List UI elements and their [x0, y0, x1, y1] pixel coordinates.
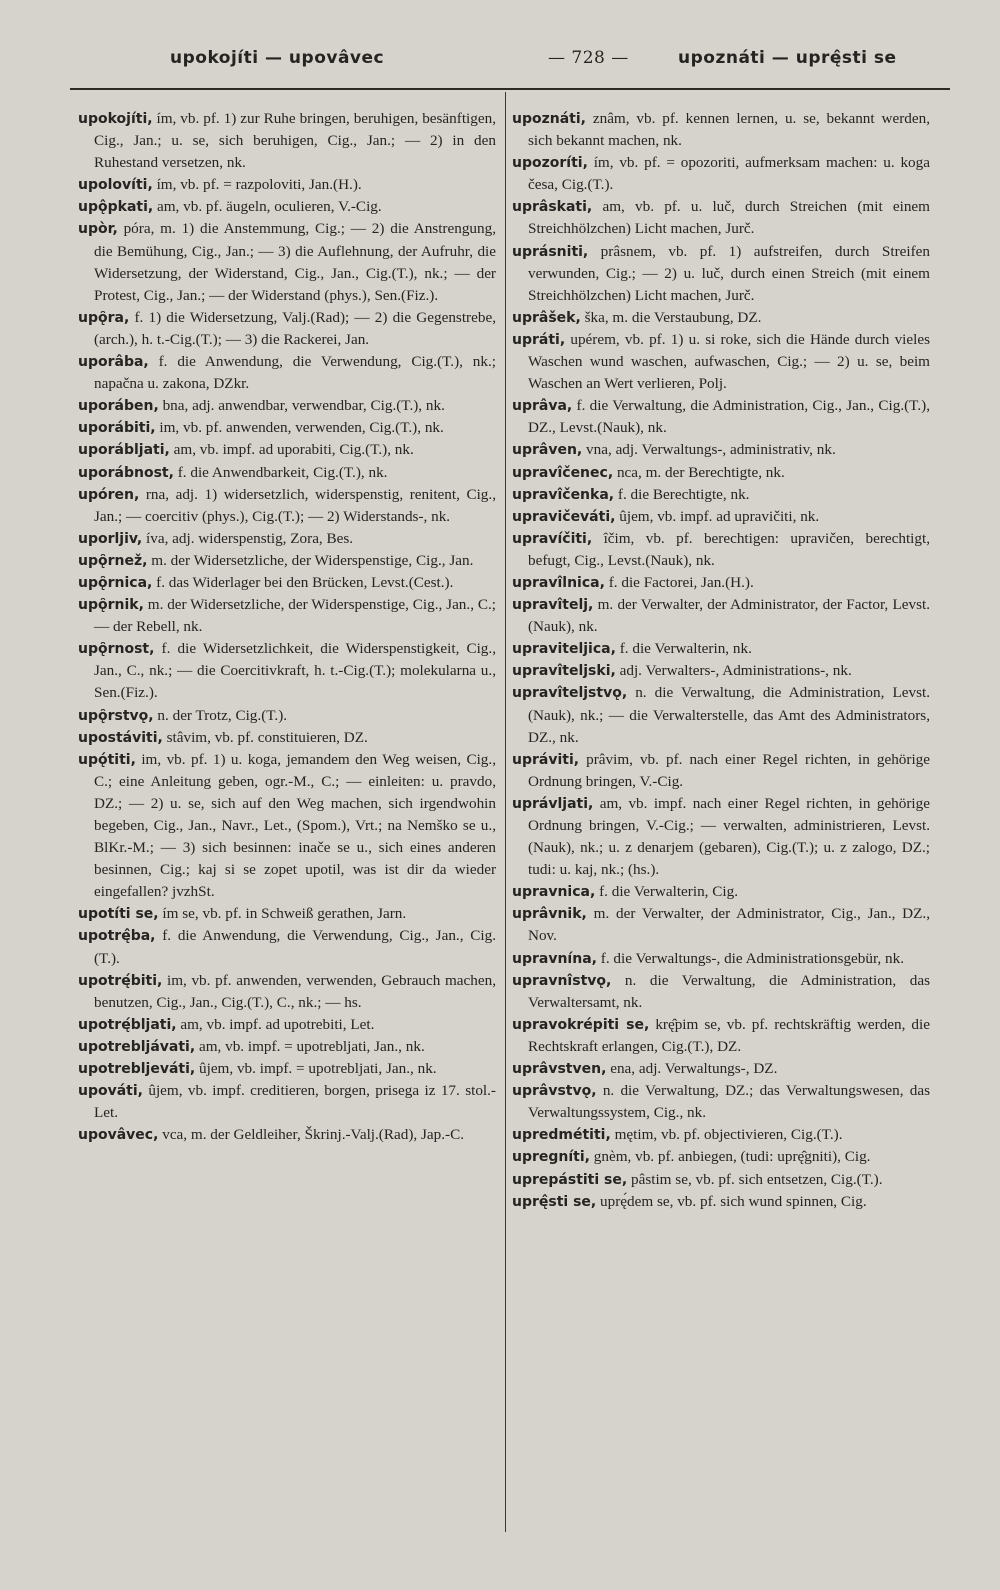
entry-headword: uprâvstven,	[512, 1061, 607, 1078]
dictionary-entry	[78, 417, 496, 439]
entry-headword: upóren,	[78, 486, 140, 503]
entry-headword: uprepástiti se,	[512, 1171, 628, 1188]
entry-headword: upǫ̑rstvǫ,	[78, 707, 154, 724]
dictionary-entry	[512, 948, 930, 970]
entry-definition: ška, m. die Verstaubung, DZ.	[580, 308, 762, 326]
dictionary-entry	[78, 1014, 496, 1036]
entry-definition: ena, adj. Verwaltungs-, DZ.	[606, 1060, 778, 1078]
entry-headword: upotrę̂ba,	[78, 928, 156, 945]
entry-definition: am, vb. impf. ad upotrebiti, Let.	[176, 1015, 375, 1033]
entry-headword: uprâvstvǫ,	[512, 1083, 597, 1100]
entry-headword: upravîčenec,	[512, 464, 614, 481]
entry-headword: upòr,	[78, 221, 118, 238]
entry-definition: gnèm, vb. pf. anbiegen, (tudi: uprę̂gniti), Cig.	[589, 1148, 871, 1166]
entry-definition: f. die Berechtigte, nk.	[614, 485, 750, 503]
dictionary-entry	[512, 1169, 930, 1191]
entry-definition: f. die Verwalterin, nk.	[615, 640, 752, 658]
entry-headword: upravičeváti,	[512, 508, 616, 525]
entry-definition: n. der Trotz, Cig.(T.).	[153, 706, 288, 724]
entry-definition: n. die Verwaltung, die Administration, das Verwaltersamt, nk.	[528, 971, 930, 1011]
left-column	[78, 108, 496, 1146]
entry-definition: ûjem, vb. impf. = upotrebljati, Jan., nk.	[195, 1060, 437, 1078]
entry-definition: f. die Anwendung, die Verwendung, Cig.(T.), nk.; napačna u. zakona, DZkr.	[94, 353, 496, 393]
entry-headword: upǫ̂pkati,	[78, 199, 154, 216]
entry-definition: krę̂pim se, vb. pf. rechtskräftig werden, die Rechtskraft erlangen, Cig.(T.), DZ.	[528, 1015, 930, 1055]
entry-headword: uporábljati,	[78, 442, 170, 459]
entry-definition: n. die Verwaltung, DZ.; das Verwaltungswesen, das Verwaltungssystem, Cig., nk.	[528, 1082, 930, 1122]
dictionary-entry	[512, 572, 930, 594]
dictionary-entry	[78, 727, 496, 749]
entry-headword: upravíčiti,	[512, 530, 593, 547]
dictionary-entry	[512, 638, 930, 660]
entry-headword: upotrebljeváti,	[78, 1061, 196, 1078]
entry-headword: uporábnost,	[78, 464, 174, 481]
dictionary-entry	[78, 550, 496, 572]
page-number: — 728 —	[548, 48, 629, 68]
dictionary-entry	[512, 241, 930, 307]
entry-headword: upolovíti,	[78, 177, 153, 194]
entry-definition: bna, adj. anwendbar, verwendbar, Cig.(T.), nk.	[158, 397, 445, 415]
entry-definition: am, vb. impf. nach einer Regel richten, in gehörige Ordnung bringen, V.-Cig.; — verwalten, administrieren, Levst.(Nauk), nk.; u. z denarjem (gebaren), Cig.(T.); u. z zalogo, DZ.; tudi: u. kaj, nk.; (hs.).	[528, 794, 930, 879]
entry-definition: am, vb. pf. u. luč, durch Streichen (mit einem Streichhölzchen) Licht machen, Jurč.	[528, 198, 930, 238]
dictionary-entry	[512, 329, 930, 395]
entry-headword: upravnîstvǫ,	[512, 972, 612, 989]
dictionary-entry	[512, 108, 930, 152]
entry-headword: upoznáti,	[512, 111, 586, 127]
entry-definition: f. das Widerlager bei den Brücken, Levst.(Cest.).	[152, 573, 454, 591]
entry-headword: upravokrépiti se,	[512, 1016, 650, 1033]
entry-definition: f. die Verwalterin, Cig.	[595, 883, 738, 901]
entry-definition: ûjem, vb. impf. creditieren, borgen, prisega iz 17. stol.-Let.	[94, 1082, 496, 1122]
entry-definition: im, vb. pf. anwenden, verwenden, Cig.(T.), nk.	[155, 419, 444, 437]
entry-headword: uprâskati,	[512, 199, 593, 216]
header-left-guide: upokojíti — upovâvec	[170, 48, 385, 68]
right-column	[512, 108, 930, 1213]
entry-definition: f. die Verwaltungs-, die Administrationsgebür, nk.	[596, 949, 905, 967]
dictionary-entry	[78, 174, 496, 196]
entry-definition: rna, adj. 1) widersetzlich, widerspenstig, renitent, Cig., Jan.; — coercitiv (phys.), Cig.(T.); — 2) Widerstands-, nk.	[94, 485, 496, 525]
dictionary-entry	[78, 307, 496, 351]
entry-definition: mętim, vb. pf. objectivieren, Cig.(T.).	[610, 1126, 843, 1144]
dictionary-entry	[78, 218, 496, 306]
entry-definition: m. der Verwalter, der Administrator, Cig., Jan., DZ., Nov.	[528, 905, 930, 945]
entry-headword: upostáviti,	[78, 729, 163, 746]
dictionary-entry	[512, 484, 930, 506]
dictionary-entry	[78, 462, 496, 484]
entry-definition: prâsnem, vb. pf. 1) aufstreifen, durch Streifen verwunden, Cig.; — 2) u. luč, durch einen Streich (mit einem Streichhölzchen) Licht machen, Jurč.	[528, 242, 930, 304]
dictionary-entry	[512, 903, 930, 947]
entry-headword: upǫ́titi,	[78, 751, 136, 768]
dictionary-entry	[512, 1124, 930, 1146]
column-divider	[505, 92, 506, 1532]
page-header	[70, 48, 950, 78]
entry-headword: uprę̂sti se,	[512, 1193, 597, 1210]
entry-definition: ím, vb. pf. = opozoriti, aufmerksam machen: u. koga česa, Cig.(T.).	[528, 154, 930, 194]
entry-headword: upotrę́bljati,	[78, 1016, 177, 1033]
entry-headword: upravîteljstvǫ,	[512, 685, 628, 702]
entry-headword: uporábiti,	[78, 420, 156, 437]
dictionary-entry	[78, 108, 496, 174]
entry-definition: im, vb. pf. anwenden, verwenden, Gebrauch machen, benutzen, Cig., Jan., Cig.(T.), C., nk.; — hs.	[94, 971, 496, 1011]
entry-headword: upráti,	[512, 331, 566, 348]
dictionary-entry	[512, 1146, 930, 1168]
dictionary-entry	[512, 506, 930, 528]
dictionary-entry	[78, 196, 496, 218]
dictionary-entry	[78, 1080, 496, 1124]
entry-headword: uporâba,	[78, 354, 149, 371]
entry-definition: îčim, vb. pf. berechtigen: upravičen, berechtigt, befugt, Cig., Levst.(Nauk), nk.	[528, 529, 930, 569]
entry-definition: íva, adj. widerspenstig, Zora, Bes.	[142, 529, 354, 547]
entry-definition: ím, vb. pf. 1) zur Ruhe bringen, beruhigen, besänftigen, Cig., Jan.; u. se, sich beruhigen, Cig., Jan.; — 2) in den Ruhestand versetzen, nk.	[94, 110, 496, 172]
dictionary-entry	[78, 1036, 496, 1058]
entry-headword: upredmétiti,	[512, 1127, 611, 1144]
entry-headword: upravnica,	[512, 884, 596, 901]
entry-headword: uporljiv,	[78, 530, 143, 547]
entry-headword: upravîteljski,	[512, 663, 616, 680]
dictionary-entry	[512, 660, 930, 682]
dictionary-entry	[512, 439, 930, 461]
dictionary-entry	[78, 351, 496, 395]
entry-definition: n. die Verwaltung, die Administration, Levst.(Nauk), nk.; — die Verwalterstelle, das Amt des Administrators, DZ., nk.	[528, 684, 930, 746]
entry-headword: upováti,	[78, 1083, 143, 1100]
dictionary-entry	[78, 484, 496, 528]
entry-definition: uprę́dem se, vb. pf. sich wund spinnen, Cig.	[596, 1192, 867, 1210]
dictionary-entry	[78, 970, 496, 1014]
entry-headword: upotrę́biti,	[78, 972, 163, 989]
entry-definition: f. die Factorei, Jan.(H.).	[604, 573, 754, 591]
entry-definition: am, vb. impf. = upotrebljati, Jan., nk.	[195, 1037, 425, 1055]
dictionary-entry	[78, 749, 496, 904]
entry-definition: f. die Anwendung, die Verwendung, Cig., Jan., Cig.(T.).	[94, 927, 496, 967]
dictionary-entry	[512, 307, 930, 329]
dictionary-entry	[512, 1058, 930, 1080]
dictionary-entry	[78, 594, 496, 638]
entry-definition: vca, m. der Geldleiher, Škrinj.-Valj.(Rad), Jap.-C.	[158, 1126, 465, 1144]
dictionary-entry	[512, 749, 930, 793]
header-rule	[70, 88, 950, 90]
dictionary-entry	[512, 881, 930, 903]
dictionary-entry	[512, 970, 930, 1014]
entry-definition: f. die Verwaltung, die Administration, Cig., Jan., Cig.(T.), DZ., Levst.(Nauk), nk.	[528, 397, 930, 437]
entry-definition: adj. Verwalters-, Administrations-, nk.	[615, 662, 852, 680]
entry-headword: upregníti,	[512, 1149, 590, 1166]
entry-definition: ím, vb. pf. = razpoloviti, Jan.(H.).	[152, 176, 362, 194]
entry-definition: f. 1) die Widersetzung, Valj.(Rad); — 2) die Gegenstrebe, (arch.), h. t.-Cig.(T.); — 3) die Rackerei, Jan.	[94, 308, 496, 348]
entry-headword: uprávljati,	[512, 795, 594, 812]
entry-headword: upǫ̑rnik,	[78, 597, 144, 614]
entry-headword: upokojíti,	[78, 111, 153, 127]
entry-headword: upotrebljávati,	[78, 1038, 196, 1055]
dictionary-entry	[512, 793, 930, 881]
dictionary-entry	[78, 439, 496, 461]
entry-headword: uprâvnik,	[512, 906, 587, 923]
dictionary-entry	[78, 903, 496, 925]
entry-headword: upǫ̑rnost,	[78, 641, 155, 658]
entry-definition: am, vb. impf. ad uporabiti, Cig.(T.), nk.	[169, 441, 414, 459]
dictionary-entry	[512, 528, 930, 572]
entry-definition: stâvim, vb. pf. constituieren, DZ.	[162, 728, 368, 746]
entry-headword: upozoríti,	[512, 155, 588, 172]
dictionary-entry	[512, 1080, 930, 1124]
entry-definition: am, vb. pf. äugeln, oculieren, V.-Cig.	[153, 198, 382, 216]
entry-headword: upotíti se,	[78, 906, 159, 923]
entry-definition: prâvim, vb. pf. nach einer Regel richten, in gehörige Ordnung bringen, V.-Cig.	[528, 750, 930, 790]
dictionary-entry	[78, 1058, 496, 1080]
entry-definition: m. der Verwalter, der Administrator, der Factor, Levst.(Nauk), nk.	[528, 596, 930, 636]
dictionary-entry	[512, 152, 930, 196]
entry-definition: pâstim se, vb. pf. sich entsetzen, Cig.(T.).	[627, 1170, 883, 1188]
dictionary-entry	[78, 1124, 496, 1146]
entry-definition: ím se, vb. pf. in Schweiß gerathen, Jarn.	[158, 905, 407, 923]
entry-headword: upravîčenka,	[512, 486, 615, 503]
entry-definition: m. der Widersetzliche, der Widerspenstige, Cig., Jan., C.; — der Rebell, nk.	[94, 596, 496, 636]
header-right-guide: upoznáti — uprę̂sti se	[678, 48, 897, 68]
entry-definition: m. der Widersetzliche, der Widerspenstige, Cig., Jan.	[147, 551, 474, 569]
dictionary-entry	[78, 528, 496, 550]
entry-definition: ûjem, vb. impf. ad upravičiti, nk.	[615, 507, 820, 525]
entry-headword: upráviti,	[512, 751, 580, 768]
entry-headword: upravîtelj,	[512, 597, 594, 614]
dictionary-entry	[512, 196, 930, 240]
entry-headword: uprâven,	[512, 442, 583, 459]
entry-headword: upovâvec,	[78, 1127, 159, 1144]
entry-headword: upravîlnica,	[512, 574, 605, 591]
dictionary-entry	[78, 925, 496, 969]
entry-definition: vna, adj. Verwaltungs-, administrativ, nk.	[582, 441, 836, 459]
dictionary-entry	[512, 462, 930, 484]
dictionary-entry	[512, 1191, 930, 1213]
entry-headword: uprásniti,	[512, 243, 589, 260]
entry-definition: im, vb. pf. 1) u. koga, jemandem den Weg weisen, Cig., C.; eine Anleitung geben, ogr.-M., C.; — einleiten: u. pravdo, DZ.; — 2) u. se, sich auf den Weg machen, sich irgendwohin begeben, Cig., Jan., Navr., Let., (Spom.), Vrt.; na Nemško se u., BlKr.-M.; — 3) sich besinnen: inače se u., sich eines anderen besinnen, Cig.; kaj si se zopet upotil, was ist dir da wieder eingefallen? jvzhSt.	[94, 750, 496, 901]
dictionary-entry	[512, 395, 930, 439]
dictionary-entry	[512, 1014, 930, 1058]
entry-headword: uporáben,	[78, 398, 159, 415]
dictionary-entry	[78, 395, 496, 417]
entry-definition: znâm, vb. pf. kennen lernen, u. se, bekannt werden, sich bekannt machen, nk.	[528, 110, 930, 150]
entry-headword: upǫ̑rnež,	[78, 552, 148, 569]
entry-headword: upraviteljica,	[512, 641, 616, 658]
dictionary-entry	[78, 572, 496, 594]
dictionary-entry	[78, 638, 496, 704]
entry-definition: f. die Widersetzlichkeit, die Widerspenstigkeit, Cig., Jan., C., nk.; — die Coercitivkraft, h. t.-Cig.(T.); molekularna u., Sen.(Fiz.).	[94, 640, 496, 702]
dictionary-entry	[512, 594, 930, 638]
dictionary-entry	[78, 705, 496, 727]
entry-definition: upérem, vb. pf. 1) u. si roke, sich die Hände durch vieles Waschen wund waschen, aufwaschen, Cig.; — 2) u. se, beim Waschen an Wert verlieren, Polj.	[528, 330, 930, 393]
entry-headword: uprâšek,	[512, 309, 581, 326]
entry-headword: uprâva,	[512, 398, 573, 415]
entry-headword: upravnína,	[512, 950, 597, 967]
entry-definition: póra, m. 1) die Anstemmung, Cig.; — 2) die Anstrengung, die Bemühung, Cig., Jan.; — 3) die Auflehnung, der Aufruhr, die Widersetzung, der Widerstand, Cig., Jan., Cig.(T.), nk.; — der Protest, Cig., Jan.; — der Widerstand (phys.), Sen.(Fiz.).	[94, 220, 496, 304]
entry-definition: f. die Anwendbarkeit, Cig.(T.), nk.	[173, 463, 388, 481]
dictionary-entry	[512, 682, 930, 748]
entry-headword: upǫ̑rnica,	[78, 574, 153, 591]
entry-headword: upǫ̑ra,	[78, 309, 130, 326]
entry-definition: nca, m. der Berechtigte, nk.	[613, 463, 785, 481]
